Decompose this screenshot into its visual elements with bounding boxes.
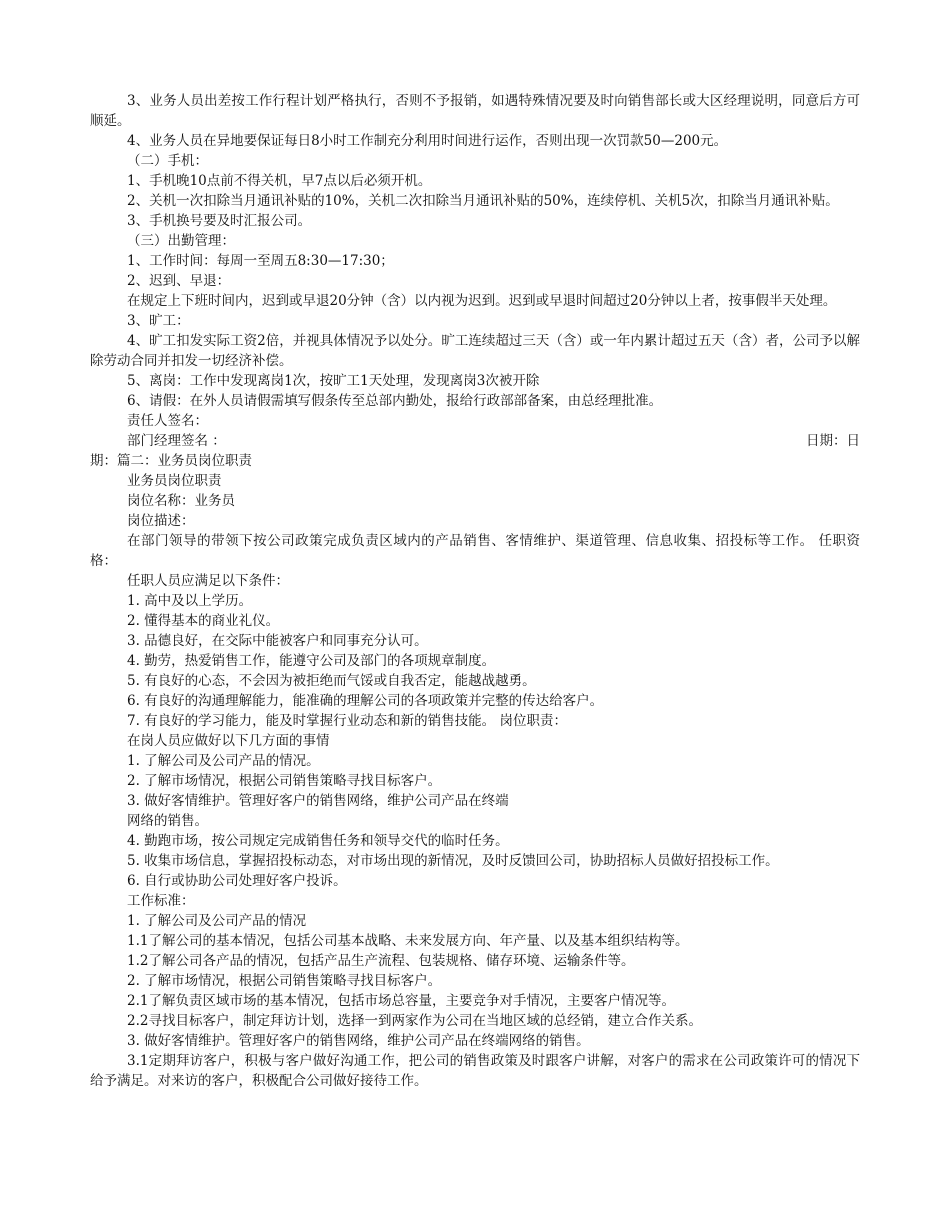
paragraph: 岗位名称：业务员: [127, 493, 235, 509]
paragraph: 2. 了解市场情况，根据公司销售策略寻找目标客户。: [127, 973, 442, 989]
paragraph: 5. 收集市场信息，掌握招投标动态，对市场出现的新情况，及时反馈回公司，协助招标人员做好招投标工作。: [127, 853, 779, 869]
paragraph: 4、旷工扣发实际工资2倍，并视具体情况予以处分。旷工连续超过三天（含）或一年内累计超过五天（含）者，公司予以解除劳动合同并扣发一切经济补偿。: [90, 333, 860, 369]
paragraph: 3、旷工：: [127, 313, 190, 329]
paragraph: 责任人签名：: [127, 413, 208, 429]
paragraph: 2. 懂得基本的商业礼仪。: [127, 613, 280, 629]
manager-signature-label: 部门经理签名 ：: [127, 433, 226, 449]
paragraph: 网络的销售。: [127, 813, 208, 829]
paragraph: 3、业务人员出差按工作行程计划严格执行，否则不予报销，如遇特殊情况要及时向销售部长或大区经理说明，同意后方可顺延。: [90, 93, 860, 129]
paragraph: 5、离岗：工作中发现离岗1次，按旷工1天处理，发现离岗3次被开除: [127, 373, 540, 389]
paragraph: 5. 有良好的心态，不会因为被拒绝而气馁或自我否定，能越战越勇。: [127, 673, 536, 689]
paragraph: 3、手机换号要及时汇报公司。: [127, 213, 312, 229]
paragraph: 3. 做好客情维护。管理好客户的销售网络，维护公司产品在终端: [127, 793, 509, 809]
paragraph: 3. 做好客情维护。管理好客户的销售网络，维护公司产品在终端网络的销售。: [127, 1033, 590, 1049]
paragraph: 在规定上下班时间内，迟到或早退20分钟（含）以内视为迟到。迟到或早退时间超过20分钟以上者，按事假半天处理。: [127, 293, 837, 309]
paragraph: 6. 有良好的沟通理解能力，能准确的理解公司的各项政策并完整的传达给客户。: [127, 693, 604, 709]
paragraph: 2. 了解市场情况，根据公司销售策略寻找目标客户。: [127, 773, 442, 789]
paragraph: 工作标准：: [127, 893, 195, 909]
section-part-1: [90, 91, 860, 431]
paragraph: 2.2寻找目标客户，制定拜访计划，选择一到两家作为公司在当地区域的总经销，建立合作关系。: [127, 1013, 702, 1029]
document-body: [90, 91, 860, 1091]
paragraph: 岗位描述：: [127, 513, 195, 529]
date-label: 日期：日: [806, 433, 860, 449]
paragraph: 业务员岗位职责: [127, 473, 222, 489]
paragraph: 2、关机一次扣除当月通讯补贴的10%，关机二次扣除当月通讯补贴的50%，连续停机、关机5次，扣除当月通讯补贴。: [127, 193, 839, 209]
paragraph: （三）出勤管理：: [127, 233, 235, 249]
paragraph: 1. 了解公司及公司产品的情况: [127, 913, 307, 929]
paragraph: 7. 有良好的学习能力，能及时掌握行业动态和新的销售技能。 岗位职责：: [127, 713, 567, 729]
paragraph: 1. 了解公司及公司产品的情况。: [127, 753, 320, 769]
paragraph: 1.1了解公司的基本情况，包括公司基本战略、未来发展方向、年产量、以及基本组织结构等。: [127, 933, 689, 949]
paragraph: 3.1定期拜访客户，积极与客户做好沟通工作，把公司的销售政策及时跟客户讲解，对客户的需求在公司政策许可的情况下给予满足。对来访的客户，积极配合公司做好接待工作。: [90, 1053, 860, 1089]
paragraph: 期：篇二：业务员岗位职责: [90, 453, 252, 469]
paragraph: 1、工作时间：每周一至周五8:30—17:30；: [127, 253, 394, 269]
paragraph: 1. 高中及以上学历。: [127, 593, 253, 609]
paragraph: 3. 品德良好，在交际中能被客户和同事充分认可。: [127, 633, 428, 649]
signature-line: [90, 431, 860, 451]
paragraph: 4. 勤跑市场，按公司规定完成销售任务和领导交代的临时任务。: [127, 833, 509, 849]
section-part-2: [90, 451, 860, 1091]
paragraph: 2、迟到、早退：: [127, 273, 231, 289]
paragraph: 6. 自行或协助公司处理好客户投诉。: [127, 873, 347, 889]
paragraph: 6、请假：在外人员请假需填写假条传至总部内勤处，报给行政部部备案，由总经理批准。: [127, 393, 663, 409]
paragraph: 2.1了解负责区域市场的基本情况，包括市场总容量，主要竞争对手情况，主要客户情况等。: [127, 993, 675, 1009]
paragraph: 4. 勤劳，热爱销售工作，能遵守公司及部门的各项规章制度。: [127, 653, 496, 669]
paragraph: 任职人员应满足以下条件：: [127, 573, 289, 589]
paragraph: 在部门领导的带领下按公司政策完成负责区域内的产品销售、客情维护、渠道管理、信息收集、招投标等工作。 任职资格：: [90, 533, 860, 569]
paragraph: 1.2了解公司各产品的情况，包括产品生产流程、包装规格、储存环境、运输条件等。: [127, 953, 635, 969]
paragraph: 在岗人员应做好以下几方面的事情: [127, 733, 330, 749]
paragraph: （二）手机：: [127, 153, 208, 169]
paragraph: 4、业务人员在异地要保证每日8小时工作制充分利用时间进行运作，否则出现一次罚款50—200元。: [127, 133, 728, 149]
paragraph: 1、手机晚10点前不得关机，早7点以后必须开机。: [127, 173, 432, 189]
